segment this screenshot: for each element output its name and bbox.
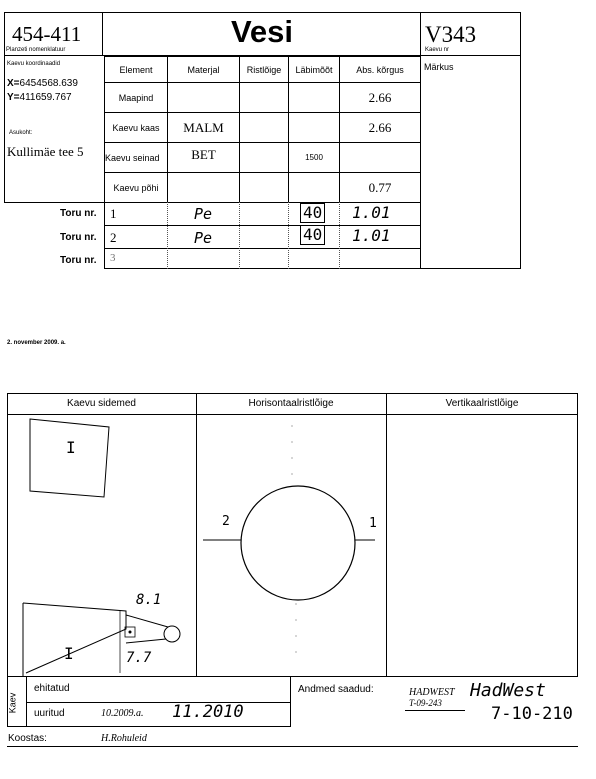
document-date: 2. november 2009. a.	[7, 340, 66, 346]
pipe-material: Pe	[194, 205, 213, 223]
data-source-label: Andmed saadud:	[298, 684, 374, 695]
horizontal-section-sketch	[197, 415, 386, 677]
pipe-divider	[104, 248, 421, 249]
column-title-connections: Kaevu sidemed	[67, 398, 136, 409]
pipe-material: Pe	[194, 229, 213, 247]
compiled-label: Koostas:	[8, 733, 47, 744]
row-height: 2.66	[339, 82, 421, 113]
connections-sketch	[8, 415, 196, 677]
row-section	[239, 172, 289, 203]
x-value: 6454568.639	[19, 78, 78, 89]
pipe-diameter: 40	[300, 225, 325, 245]
header-height: Abs. kõrgus	[339, 56, 421, 83]
pipe-label: Toru nr.	[60, 232, 97, 243]
pipe-divider	[104, 268, 421, 269]
data-source-code: T-09-243	[409, 698, 442, 708]
y-label: Y=	[7, 92, 20, 103]
coordinates-panel	[4, 56, 104, 203]
pipe-height: 1.01	[352, 226, 391, 245]
pipe-col-divider	[288, 202, 289, 269]
nomenclature-box	[4, 12, 103, 56]
signature-date: 7-10-210	[491, 704, 573, 724]
pipe-left-label: 2	[222, 514, 230, 529]
checked-date: 10.2009.a.	[101, 708, 144, 719]
pipe-number: 1	[110, 206, 117, 221]
signature-line	[405, 710, 465, 711]
pipe-col-divider	[239, 202, 240, 269]
row-section	[239, 112, 289, 143]
address: Kullimäe tee 5	[7, 144, 84, 159]
x-label: X=	[7, 78, 20, 89]
header-remark: Märkus	[424, 62, 454, 72]
row-element: Kaevu põhi	[104, 172, 168, 203]
header-element: Element	[104, 56, 168, 83]
header-material: Materjal	[167, 56, 240, 83]
built-label: ehitatud	[34, 683, 70, 694]
header-section: Ristlõige	[239, 56, 289, 83]
row-section	[239, 82, 289, 113]
row-height	[339, 142, 421, 173]
footer-divider	[26, 702, 291, 703]
remark-column	[420, 56, 521, 269]
row-diameter: 1500	[288, 142, 340, 173]
footer-bottom-line	[7, 746, 578, 747]
row-section	[239, 142, 289, 173]
pipe-col-divider	[339, 202, 340, 269]
diagram-col-divider	[386, 393, 387, 677]
y-coordinate	[7, 92, 72, 103]
pipe-right-label: 1	[369, 516, 377, 531]
row-element: Maapind	[104, 82, 168, 113]
checked-handwritten-date: 11.2010	[172, 702, 244, 722]
pipe-label: Toru nr.	[60, 208, 97, 219]
header-diameter: Läbimõõt	[288, 56, 340, 83]
box-mark: I	[66, 438, 76, 457]
data-source-company: HADWEST	[409, 687, 455, 698]
well-code: V343	[425, 22, 477, 47]
pipe-number: 3	[110, 252, 116, 264]
column-title-vertical: Vertikaalristlõige	[445, 398, 519, 409]
pipe-diameter: 40	[300, 203, 325, 223]
x-coordinate	[7, 78, 78, 89]
box-mark: I	[64, 644, 74, 663]
column-title-horizontal: Horisontaalristlõige	[248, 398, 334, 409]
checked-label: uuritud	[34, 708, 65, 719]
pipe-label: Toru nr.	[60, 255, 97, 266]
nomenclature: 454-411	[12, 22, 82, 46]
compiled-by: H.Rohuleid	[101, 733, 147, 744]
row-material: BET	[167, 142, 240, 173]
footer-side-label: Kaev	[7, 692, 18, 714]
coordinates-label: Kaevu koordinaadid	[7, 61, 61, 67]
signature: HadWest	[470, 680, 546, 701]
address-label: Asukoht:	[9, 130, 33, 136]
row-material	[167, 172, 240, 203]
row-element: Kaevu kaas	[104, 112, 168, 143]
nomenclature-label: Planzeti nomenklatuur	[6, 47, 66, 53]
title: Vesi	[230, 14, 294, 49]
row-element: Kaevu seinad	[104, 142, 168, 173]
well-code-label: Kaevu nr	[425, 47, 450, 53]
row-material: MALM	[167, 112, 240, 143]
row-height: 0.77	[339, 172, 421, 203]
row-material	[167, 82, 240, 113]
pipe-number: 2	[110, 230, 117, 245]
pipe-height: 1.01	[352, 203, 391, 222]
row-diameter	[288, 172, 340, 203]
dimension-label: 8.1	[136, 592, 162, 608]
well-code-box	[420, 12, 521, 56]
y-value: 411659.767	[19, 92, 72, 103]
pipe-col-divider	[167, 202, 168, 269]
row-diameter	[288, 112, 340, 143]
dimension-label: 7.7	[126, 650, 152, 666]
row-diameter	[288, 82, 340, 113]
row-height: 2.66	[339, 112, 421, 143]
